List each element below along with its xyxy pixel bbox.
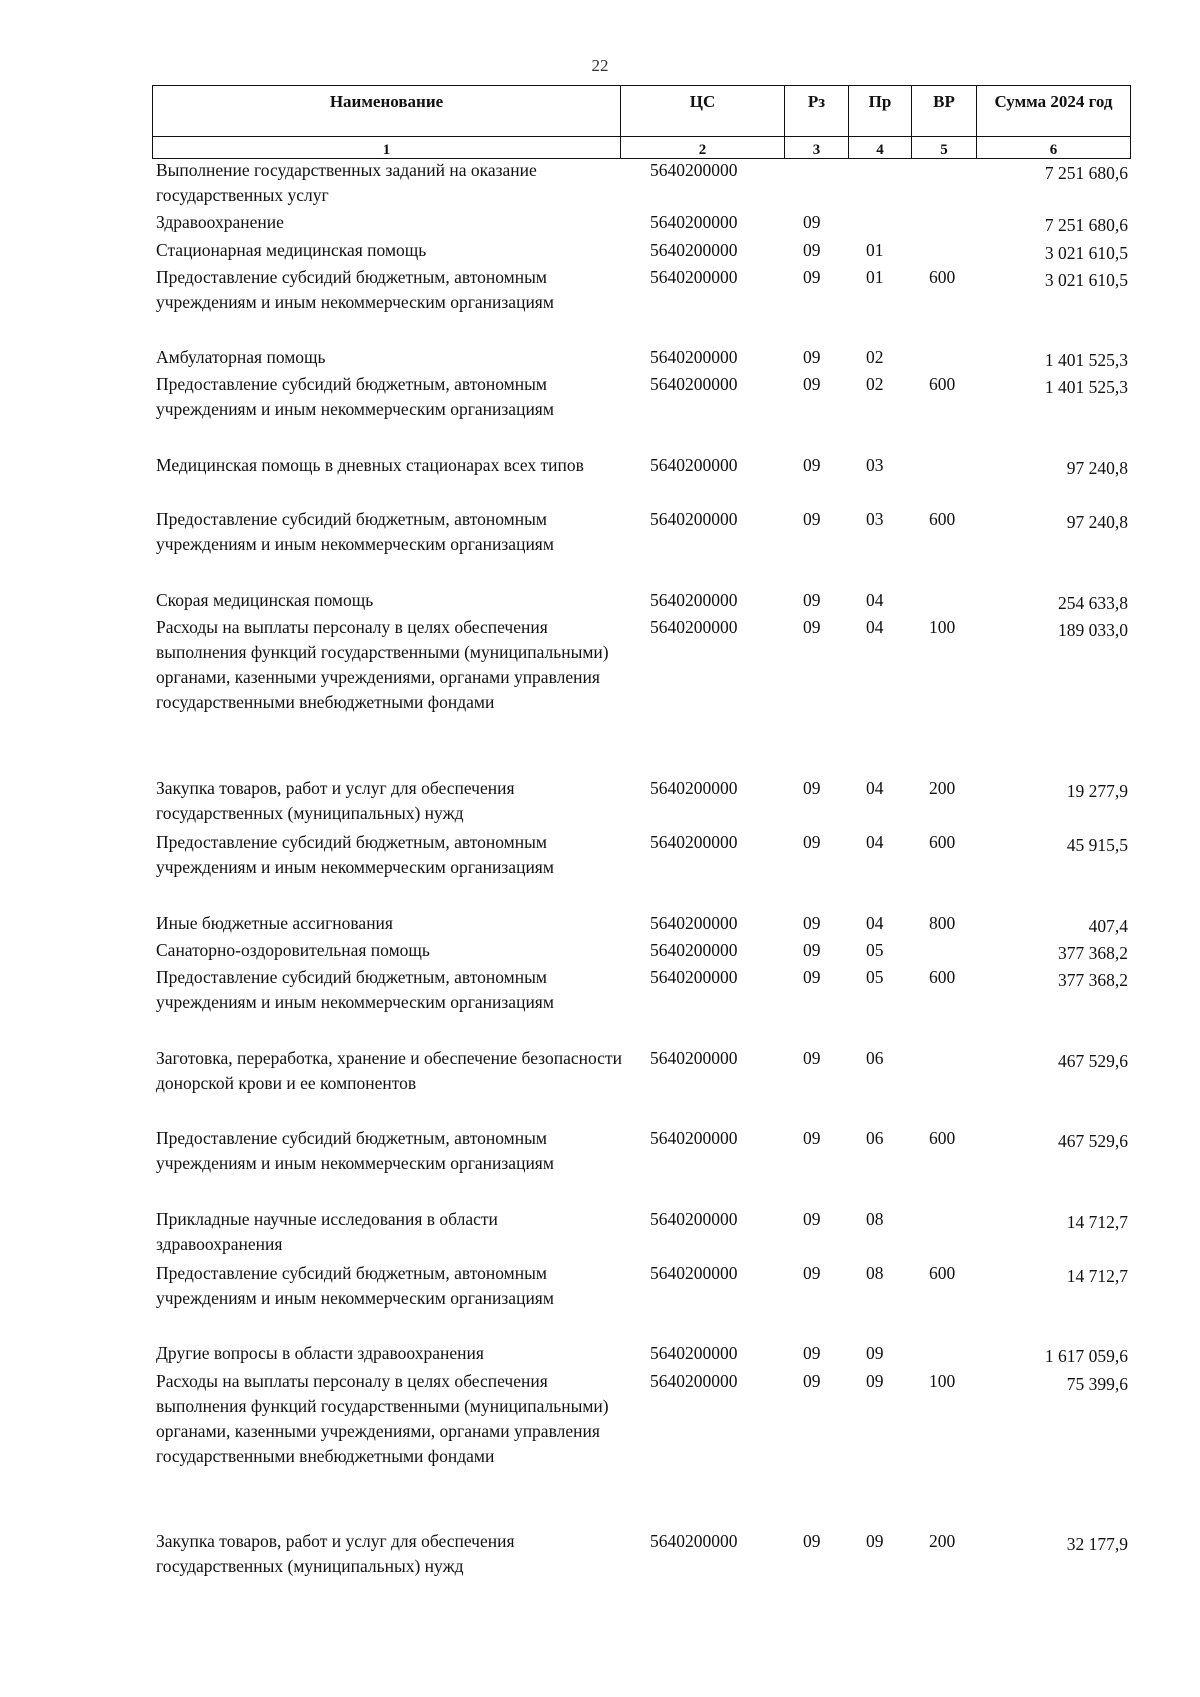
row-name: Стационарная медицинская помощь [156, 240, 427, 260]
row-rz: 09 [803, 267, 821, 287]
row-rz: 09 [803, 1128, 821, 1148]
row-pr: 09 [866, 1343, 884, 1363]
row-name: Прикладные научные исследования в области здравоохранения [156, 1209, 498, 1254]
row-name: Здравоохранение [156, 212, 284, 232]
row-sum: 3 021 610,5 [1044, 243, 1128, 263]
row-rz: 09 [803, 1209, 821, 1229]
row-sum: 1 401 525,3 [1044, 350, 1128, 370]
row-vr: 800 [929, 913, 956, 933]
row-cs: 5640200000 [650, 240, 738, 260]
row-name: Санаторно-оздоровительная помощь [156, 940, 430, 960]
row-sum: 1 617 059,6 [1044, 1346, 1128, 1366]
row-pr: 04 [866, 778, 884, 798]
row-pr: 02 [866, 347, 884, 367]
row-vr: 600 [929, 1128, 956, 1148]
table-header [152, 85, 1131, 159]
row-sum: 7 251 680,6 [1044, 163, 1128, 183]
row-sum: 377 368,2 [1058, 943, 1128, 963]
row-name: Выполнение государственных заданий на оказание государственных услуг [156, 160, 537, 205]
row-pr: 01 [866, 240, 884, 260]
row-name: Предоставление субсидий бюджетным, автономным учреждениям и иным некоммерческим организациям [156, 1263, 554, 1308]
row-cs: 5640200000 [650, 1128, 738, 1148]
row-sum: 32 177,9 [1066, 1534, 1128, 1554]
row-name: Заготовка, переработка, хранение и обеспечение безопасности донорской крови и ее компонентов [156, 1048, 622, 1093]
row-name: Закупка товаров, работ и услуг для обеспечения государственных (муниципальных) нужд [156, 778, 515, 823]
row-sum: 254 633,8 [1058, 593, 1128, 613]
row-rz: 09 [803, 1371, 821, 1391]
row-cs: 5640200000 [650, 590, 738, 610]
row-pr: 01 [866, 267, 884, 287]
row-rz: 09 [803, 967, 821, 987]
row-sum: 19 277,9 [1066, 781, 1128, 801]
row-pr: 04 [866, 590, 884, 610]
row-pr: 08 [866, 1209, 884, 1229]
row-rz: 09 [803, 778, 821, 798]
row-cs: 5640200000 [650, 1531, 738, 1551]
column-header-vr: ВР [912, 86, 977, 137]
row-name: Медицинская помощь в дневных стационарах всех типов [156, 455, 584, 475]
column-number-6: 6 [977, 137, 1131, 159]
row-cs: 5640200000 [650, 212, 738, 232]
row-rz: 09 [803, 1343, 821, 1363]
row-sum: 97 240,8 [1066, 458, 1128, 478]
row-sum: 377 368,2 [1058, 970, 1128, 990]
column-number-4: 4 [849, 137, 912, 159]
row-rz: 09 [803, 455, 821, 475]
row-cs: 5640200000 [650, 1263, 738, 1283]
row-sum: 467 529,6 [1058, 1131, 1128, 1151]
row-vr: 600 [929, 374, 956, 394]
column-number-5: 5 [912, 137, 977, 159]
row-sum: 45 915,5 [1066, 835, 1128, 855]
row-rz: 09 [803, 940, 821, 960]
row-sum: 407,4 [1088, 916, 1128, 936]
row-cs: 5640200000 [650, 267, 738, 287]
row-pr: 02 [866, 374, 884, 394]
row-cs: 5640200000 [650, 940, 738, 960]
row-name: Предоставление субсидий бюджетным, автономным учреждениям и иным некоммерческим организациям [156, 509, 554, 554]
row-cs: 5640200000 [650, 778, 738, 798]
row-pr: 06 [866, 1048, 884, 1068]
row-pr: 04 [866, 913, 884, 933]
row-name: Скорая медицинская помощь [156, 590, 374, 610]
row-sum: 7 251 680,6 [1044, 215, 1128, 235]
row-name: Предоставление субсидий бюджетным, автономным учреждениям и иным некоммерческим организациям [156, 374, 554, 419]
column-header-rz: Рз [785, 86, 849, 137]
row-cs: 5640200000 [650, 509, 738, 529]
row-rz: 09 [803, 1048, 821, 1068]
column-number-2: 2 [621, 137, 785, 159]
row-cs: 5640200000 [650, 832, 738, 852]
row-name: Расходы на выплаты персоналу в целях обеспечения выполнения функций государственными (муниципальными) органами, казенными учреждениями, органами управления государственными внебюджетными фондами [156, 1371, 609, 1466]
row-cs: 5640200000 [650, 1048, 738, 1068]
row-name: Другие вопросы в области здравоохранения [156, 1343, 484, 1363]
row-pr: 04 [866, 832, 884, 852]
row-name: Предоставление субсидий бюджетным, автономным учреждениям и иным некоммерческим организациям [156, 967, 554, 1012]
row-rz: 09 [803, 212, 821, 232]
row-cs: 5640200000 [650, 374, 738, 394]
row-rz: 09 [803, 913, 821, 933]
row-cs: 5640200000 [650, 617, 738, 637]
row-vr: 600 [929, 967, 956, 987]
column-header-pr: Пр [849, 86, 912, 137]
row-vr: 200 [929, 1531, 956, 1551]
row-rz: 09 [803, 374, 821, 394]
row-pr: 05 [866, 940, 884, 960]
row-name: Предоставление субсидий бюджетным, автономным учреждениям и иным некоммерческим организациям [156, 832, 554, 877]
row-cs: 5640200000 [650, 967, 738, 987]
row-vr: 200 [929, 778, 956, 798]
row-rz: 09 [803, 509, 821, 529]
row-vr: 600 [929, 1263, 956, 1283]
row-vr: 100 [929, 1371, 956, 1391]
row-sum: 14 712,7 [1066, 1212, 1128, 1232]
row-cs: 5640200000 [650, 1209, 738, 1229]
row-name: Иные бюджетные ассигнования [156, 913, 393, 933]
row-rz: 09 [803, 1531, 821, 1551]
row-sum: 189 033,0 [1058, 620, 1128, 640]
row-pr: 05 [866, 967, 884, 987]
column-header-sum: Сумма 2024 год [977, 86, 1131, 137]
row-vr: 600 [929, 832, 956, 852]
row-sum: 75 399,6 [1066, 1374, 1128, 1394]
row-vr: 600 [929, 509, 956, 529]
row-sum: 3 021 610,5 [1044, 270, 1128, 290]
row-pr: 03 [866, 509, 884, 529]
row-pr: 09 [866, 1371, 884, 1391]
row-pr: 08 [866, 1263, 884, 1283]
row-vr: 600 [929, 267, 956, 287]
column-header-cs: ЦС [621, 86, 785, 137]
column-number-1: 1 [153, 137, 621, 159]
row-name: Предоставление субсидий бюджетным, автономным учреждениям и иным некоммерческим организациям [156, 267, 554, 312]
row-rz: 09 [803, 240, 821, 260]
row-name: Расходы на выплаты персоналу в целях обеспечения выполнения функций государственными (муниципальными) органами, казенными учреждениями, органами управления государственными внебюджетными фондами [156, 617, 609, 712]
row-cs: 5640200000 [650, 455, 738, 475]
row-vr: 100 [929, 617, 956, 637]
column-number-3: 3 [785, 137, 849, 159]
row-pr: 06 [866, 1128, 884, 1148]
row-cs: 5640200000 [650, 1343, 738, 1363]
row-pr: 09 [866, 1531, 884, 1551]
row-sum: 467 529,6 [1058, 1051, 1128, 1071]
row-rz: 09 [803, 1263, 821, 1283]
row-rz: 09 [803, 617, 821, 637]
row-sum: 14 712,7 [1066, 1266, 1128, 1286]
column-header-name: Наименование [153, 86, 621, 137]
row-rz: 09 [803, 832, 821, 852]
row-cs: 5640200000 [650, 160, 738, 180]
row-cs: 5640200000 [650, 913, 738, 933]
row-name: Предоставление субсидий бюджетным, автономным учреждениям и иным некоммерческим организациям [156, 1128, 554, 1173]
row-sum: 1 401 525,3 [1044, 377, 1128, 397]
row-name: Амбулаторная помощь [156, 347, 326, 367]
row-pr: 03 [866, 455, 884, 475]
row-cs: 5640200000 [650, 1371, 738, 1391]
row-name: Закупка товаров, работ и услуг для обеспечения государственных (муниципальных) нужд [156, 1531, 515, 1576]
row-rz: 09 [803, 347, 821, 367]
row-sum: 97 240,8 [1066, 512, 1128, 532]
row-pr: 04 [866, 617, 884, 637]
row-cs: 5640200000 [650, 347, 738, 367]
row-rz: 09 [803, 590, 821, 610]
page-number: 22 [591, 56, 609, 75]
